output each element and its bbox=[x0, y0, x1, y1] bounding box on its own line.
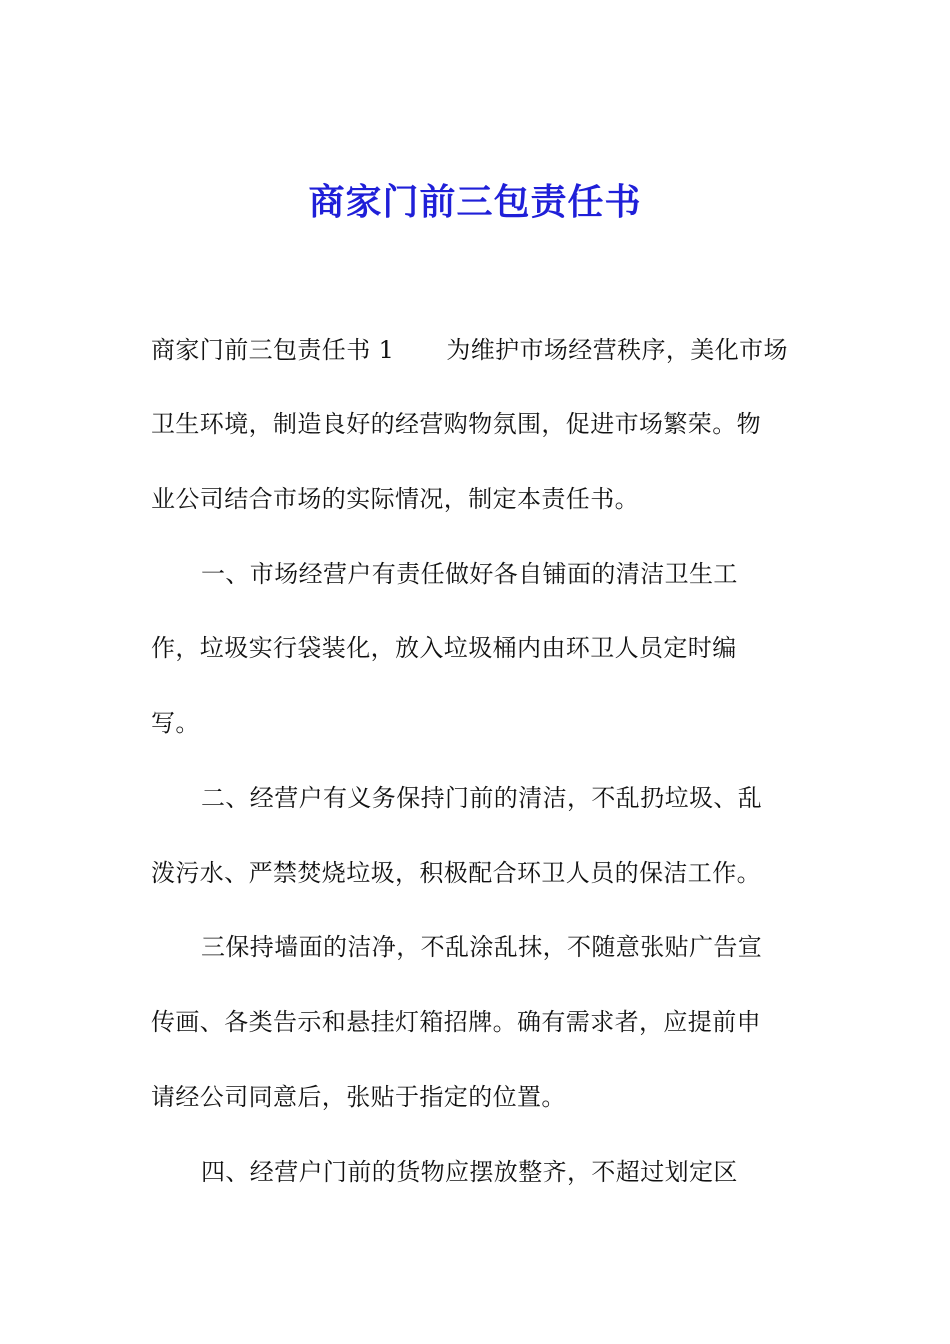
paragraph-line: 二、经营户有义务保持门前的清洁，不乱扔垃圾、乱 bbox=[201, 784, 763, 812]
paragraph-line: 传画、各类告示和悬挂灯箱招牌。确有需求者，应提前申 bbox=[151, 1008, 761, 1036]
section-heading: 商家门前三包责任书 1 bbox=[151, 336, 395, 364]
paragraph-line: 四、经营户门前的货物应摆放整齐，不超过划定区 bbox=[201, 1158, 738, 1186]
paragraph-line: 业公司结合市场的实际情况，制定本责任书。 bbox=[151, 485, 639, 513]
paragraph-line: 写。 bbox=[151, 709, 200, 737]
paragraph-line bbox=[151, 332, 811, 369]
paragraph-line: 一、市场经营户有责任做好各自铺面的清洁卫生工 bbox=[201, 560, 738, 588]
paragraph-text: 为维护市场经营秩序，美化市场 bbox=[446, 336, 788, 364]
paragraph-line: 泼污水、严禁焚烧垃圾，积极配合环卫人员的保洁工作。 bbox=[151, 859, 761, 887]
document-title: 商家门前三包责任书 bbox=[308, 181, 642, 223]
paragraph-line: 请经公司同意后，张贴于指定的位置。 bbox=[151, 1083, 566, 1111]
paragraph-line: 卫生环境，制造良好的经营购物氛围，促进市场繁荣。物 bbox=[151, 410, 761, 438]
paragraph-line: 作，垃圾实行袋装化，放入垃圾桶内由环卫人员定时编 bbox=[151, 634, 737, 662]
paragraph-line: 三保持墙面的洁净，不乱涂乱抹，不随意张贴广告宣 bbox=[201, 933, 763, 961]
